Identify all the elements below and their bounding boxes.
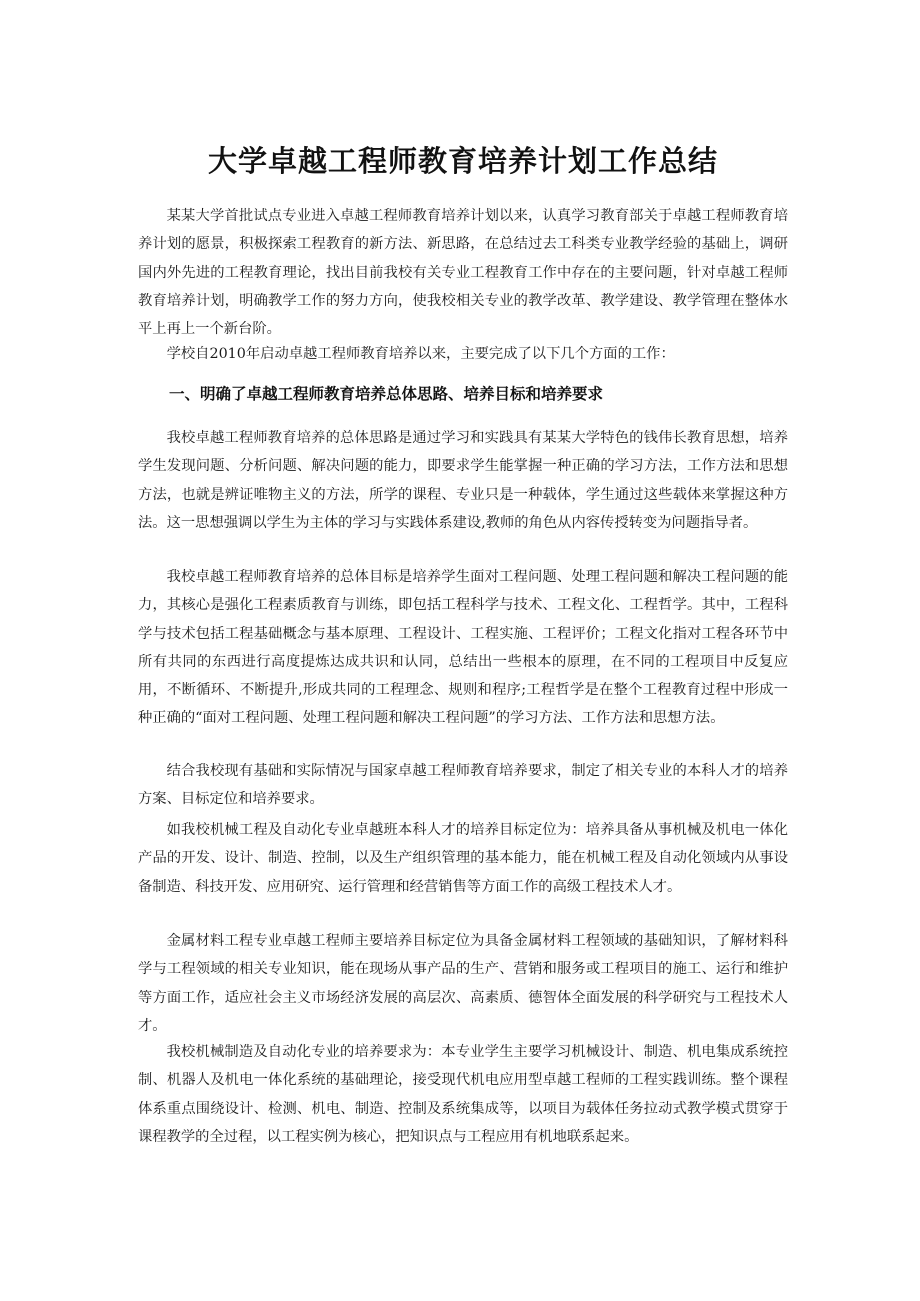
section-1-paragraph-4: 如我校机械工程及自动化专业卓越班本科人才的培养目标定位为：培养具备从事机械及机电一体化产品的开发、设计、制造、控制，以及生产组织管理的基本能力，能在机械工程及自动化领域内从事设备制造、科技开发、应用研究、运行管理和经营销售等方面工作的高级工程技术人才。	[138, 822, 788, 895]
section-1-paragraph-3: 结合我校现有基础和实际情况与国家卓越工程师教育培养要求，制定了相关专业的本科人才的培养方案、目标定位和培养要求。	[138, 763, 788, 808]
page-title: 大学卓越工程师教育培养计划工作总结	[207, 144, 718, 178]
section-1-paragraph-5: 金属材料工程专业卓越工程师主要培养目标定位为具备金属材料工程领域的基础知识，了解材料科学与工程领域的相关专业知识，能在现场从事产品的生产、营销和服务或工程项目的施工、运行和维护等方面工作，适应社会主义市场经济发展的高层次、高素质、德智体全面发展的科学研究与工程技术人才。	[138, 933, 788, 1034]
intro-paragraph-2: 学校自2010年启动卓越工程师教育培养以来，主要完成了以下几个方面的工作：	[166, 346, 675, 362]
section-1-paragraph-1: 我校卓越工程师教育培养的总体思路是通过学习和实践具有某某大学特色的钱伟长教育思想，培养学生发现问题、分析问题、解决问题的能力，即要求学生能掌握一种正确的学习方法，工作方法和思想方法，也就是辨证唯物主义的方法，所学的课程、专业只是一种载体，学生通过这些载体来掌握这种方法。这一思想强调以学生为主体的学习与实践体系建设,教师的角色从内容传授转变为问题指导者。	[138, 430, 788, 531]
section-1-paragraph-6: 我校机械制造及自动化专业的培养要求为：本专业学生主要学习机械设计、制造、机电集成系统控制、机器人及机电一体化系统的基础理论，接受现代机电应用型卓越工程师的工程实践训练。整个课程体系重点围绕设计、检测、机电、制造、控制及系统集成等，以项目为载体任务拉动式教学模式贯穿于课程教学的全过程，以工程实例为核心，把知识点与工程应用有机地联系起来。	[138, 1044, 788, 1145]
section-1-heading: 一、明确了卓越工程师教育培养总体思路、培养目标和培养要求	[169, 385, 604, 403]
section-1-paragraph-2: 我校卓越工程师教育培养的总体目标是培养学生面对工程问题、处理工程问题和解决工程问题的能力，其核心是强化工程素质教育与训练，即包括工程科学与技术、工程文化、工程哲学。其中，工程科学与技术包括工程基础概念与基本原理、工程设计、工程实施、工程评价；工程文化指对工程各环节中所有共同的东西进行高度提炼达成共识和认同，总结出一些根本的原理，在不同的工程项目中反复应用，不断循环、不断提升,形成共同的工程理念、规则和程序;工程哲学是在整个工程教育过程中形成一种正确的“面对工程问题、处理工程问题和解决工程问题”的学习方法、工作方法和思想方法。	[138, 569, 788, 727]
intro-paragraph-1: 某某大学首批试点专业进入卓越工程师教育培养计划以来，认真学习教育部关于卓越工程师教育培养计划的愿景，积极探索工程教育的新方法、新思路，在总结过去工科类专业教学经验的基础上，调研国内外先进的工程教育理论，找出目前我校有关专业工程教育工作中存在的主要问题，针对卓越工程师教育培养计划，明确教学工作的努力方向，使我校相关专业的教学改革、教学建设、教学管理在整体水平上再上一个新台阶。	[138, 208, 788, 338]
